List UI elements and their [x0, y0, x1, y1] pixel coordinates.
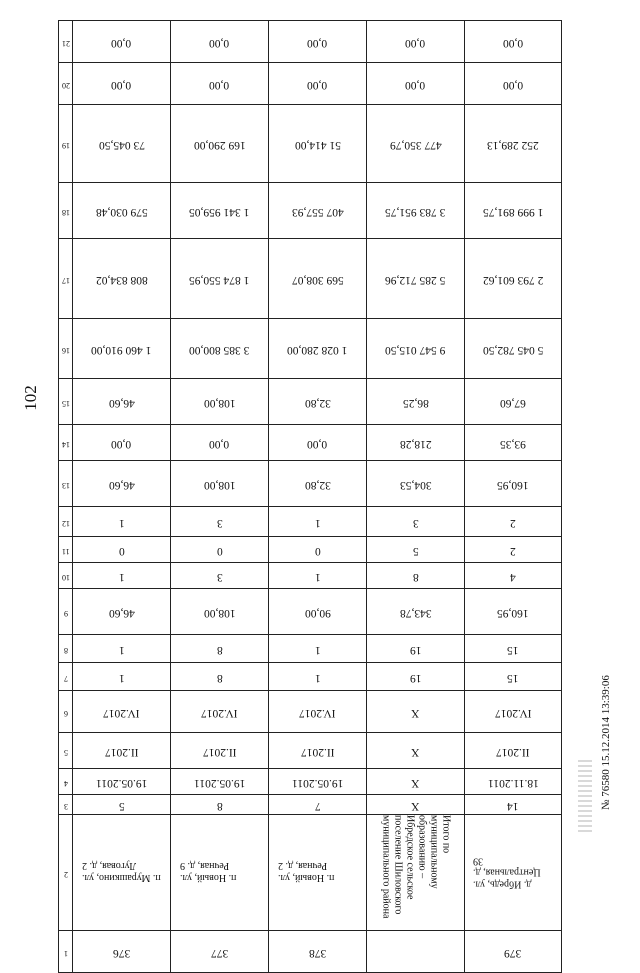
- cell-value: 5 285 712,96: [385, 273, 446, 286]
- table-cell: [269, 589, 367, 635]
- table-cell: [465, 507, 562, 537]
- table-cell: [367, 105, 465, 183]
- table-row: [59, 21, 562, 63]
- table-cell: [465, 319, 562, 379]
- cell-value: 343,78: [399, 606, 432, 619]
- column-number: 14: [61, 439, 70, 449]
- column-number-cell: [59, 507, 73, 537]
- page-number: 102: [21, 385, 40, 411]
- cell-value: 8: [412, 570, 419, 583]
- table-cell: [465, 815, 562, 931]
- cell-value: 1: [314, 671, 321, 684]
- column-number: 10: [61, 572, 70, 582]
- table-cell: [73, 635, 171, 663]
- column-number-cell: [59, 63, 73, 105]
- cell-value: 5 045 782,50: [482, 343, 544, 356]
- table-row: [59, 183, 562, 239]
- table-cell: [73, 691, 171, 733]
- table-cell: [269, 63, 367, 105]
- column-number-cell: [59, 563, 73, 589]
- table-cell: [269, 635, 367, 663]
- cell-value: 0,00: [111, 36, 132, 49]
- cell-value: 93,35: [500, 437, 526, 450]
- table-row: [59, 795, 562, 815]
- table-cell: [269, 563, 367, 589]
- table-cell: [73, 105, 171, 183]
- column-number: 16: [61, 345, 70, 355]
- table-cell: [367, 461, 465, 507]
- cell-value: 407 557,93: [291, 205, 344, 218]
- table-cell: [269, 21, 367, 63]
- table-cell: [367, 635, 465, 663]
- cell-value: X: [411, 706, 420, 719]
- table-cell: [73, 537, 171, 563]
- table-cell: [171, 63, 269, 105]
- municipality-total-label: Итого по муниципальному образованию – Ибредское сельское поселение Шиловского муниципального района: [380, 815, 452, 919]
- cell-value: 160,95: [497, 478, 529, 491]
- cell-value: 808 834,02: [95, 273, 148, 286]
- cell-value: 0,00: [209, 78, 230, 91]
- cell-value: 5: [118, 799, 125, 812]
- cell-value: 3 783 951,75: [385, 205, 446, 218]
- table-cell: [269, 795, 367, 815]
- table-cell: [465, 563, 562, 589]
- cell-value: 1 999 891,75: [482, 205, 544, 218]
- cell-value: 0,00: [307, 36, 328, 49]
- cell-value: X: [411, 776, 420, 789]
- cell-value: 46,60: [108, 478, 135, 491]
- row-id: 376: [112, 946, 131, 959]
- table-cell: [171, 815, 269, 931]
- cell-value: 252 289,13: [487, 138, 539, 151]
- cell-value: 19.05.2011: [193, 776, 246, 789]
- table-row: [59, 461, 562, 507]
- table-cell: [269, 319, 367, 379]
- table-cell: [465, 537, 562, 563]
- cell-value: 0,00: [209, 36, 230, 49]
- cell-value: 3: [216, 516, 223, 529]
- table-cell: [171, 795, 269, 815]
- table-cell: [73, 507, 171, 537]
- cell-value: 19: [409, 671, 422, 684]
- cell-value: 19.05.2011: [95, 776, 148, 789]
- column-number: 19: [61, 140, 70, 150]
- cell-value: 86,25: [402, 396, 429, 409]
- table-cell: [367, 589, 465, 635]
- address-label: д. Ибредь, ул. Центральная, д. 39: [473, 855, 541, 889]
- cell-value: 169 290,00: [193, 138, 246, 151]
- housing-table: [58, 20, 561, 959]
- cell-value: 1: [118, 570, 125, 583]
- scan-smudge: [578, 760, 592, 832]
- table-cell: [367, 183, 465, 239]
- column-number: 18: [61, 207, 70, 217]
- table-cell: [73, 663, 171, 691]
- table-cell: [465, 183, 562, 239]
- column-number: 5: [63, 747, 68, 757]
- cell-value: X: [411, 745, 420, 758]
- column-number: 11: [61, 546, 70, 556]
- column-number-cell: [59, 635, 73, 663]
- table-cell: [269, 769, 367, 795]
- table-cell: [465, 733, 562, 769]
- cell-value: 218,28: [399, 437, 432, 450]
- row-id: 377: [210, 946, 229, 959]
- table-row: [59, 425, 562, 461]
- table-cell: [269, 815, 367, 931]
- table-cell: [171, 319, 269, 379]
- column-number-cell: [59, 537, 73, 563]
- table-row: [59, 105, 562, 183]
- table-cell: [465, 425, 562, 461]
- cell-value: 108,00: [203, 606, 236, 619]
- table-cell: [73, 815, 171, 931]
- column-number: 1: [63, 948, 68, 958]
- table-cell: [73, 795, 171, 815]
- cell-value: 67,60: [500, 396, 526, 409]
- column-number-cell: [59, 21, 73, 63]
- column-number-cell: [59, 105, 73, 183]
- cell-value: 1: [118, 643, 125, 656]
- cell-value: 9 547 015,50: [385, 343, 446, 356]
- table-cell: [73, 63, 171, 105]
- cell-value: 1 341 959,05: [189, 205, 250, 218]
- table-cell: [73, 461, 171, 507]
- table-cell: [367, 21, 465, 63]
- table-row: [59, 589, 562, 635]
- table-cell: [171, 691, 269, 733]
- table-cell: [367, 379, 465, 425]
- cell-value: 15: [507, 643, 519, 656]
- table-cell: [367, 769, 465, 795]
- cell-value: 579 030,48: [95, 205, 148, 218]
- cell-value: 19.05.2011: [291, 776, 344, 789]
- column-number: 9: [63, 608, 68, 618]
- cell-value: 0,00: [502, 36, 524, 49]
- cell-value: 73 045,50: [98, 138, 145, 151]
- cell-value: II.2017: [104, 745, 139, 758]
- cell-value: X: [411, 799, 420, 812]
- cell-value: 1 460 910,00: [91, 343, 152, 356]
- cell-value: 1: [314, 570, 321, 583]
- cell-value: 304,53: [399, 478, 432, 491]
- cell-value: IV.2017: [201, 706, 238, 719]
- cell-value: 0: [216, 544, 223, 557]
- table-cell: [367, 691, 465, 733]
- column-number-cell: [59, 815, 73, 931]
- table-row: [59, 319, 562, 379]
- table-row: [59, 63, 562, 105]
- column-number-cell: [59, 461, 73, 507]
- table-cell: [269, 691, 367, 733]
- cell-value: 0,00: [502, 78, 524, 91]
- column-number: 8: [63, 645, 68, 655]
- table-row: [59, 663, 562, 691]
- table-cell: [269, 379, 367, 425]
- cell-value: 1: [118, 516, 125, 529]
- table-cell: [465, 379, 562, 425]
- cell-value: IV.2017: [494, 706, 532, 719]
- table-cell: [465, 691, 562, 733]
- table-cell: [171, 507, 269, 537]
- column-number: 15: [61, 398, 70, 408]
- cell-value: 0,00: [405, 78, 426, 91]
- column-number-cell: [59, 733, 73, 769]
- column-number: 2: [63, 869, 68, 879]
- table-cell: [367, 425, 465, 461]
- cell-value: 3 385 800,00: [189, 343, 250, 356]
- table-cell: [171, 183, 269, 239]
- table-cell: [171, 733, 269, 769]
- cell-value: 19: [409, 643, 422, 656]
- table-cell: [73, 769, 171, 795]
- cell-value: 108,00: [203, 478, 236, 491]
- column-number-cell: [59, 931, 73, 973]
- column-number-cell: [59, 663, 73, 691]
- column-number: 3: [63, 801, 68, 811]
- table-cell: [367, 795, 465, 815]
- table-cell: [269, 183, 367, 239]
- table-cell: [269, 239, 367, 319]
- table-cell: [73, 425, 171, 461]
- table-cell: [367, 319, 465, 379]
- cell-value: 160,95: [497, 606, 529, 619]
- column-number: 17: [61, 275, 70, 285]
- cell-value: 1 874 550,95: [189, 273, 250, 286]
- table-cell: [367, 931, 465, 973]
- table-cell: [171, 635, 269, 663]
- cell-value: 8: [216, 671, 223, 684]
- cell-value: 1 028 280,00: [287, 343, 348, 356]
- table-cell: [73, 21, 171, 63]
- table-cell: [465, 769, 562, 795]
- column-number-cell: [59, 769, 73, 795]
- cell-value: 8: [216, 799, 223, 812]
- table-cell: [73, 183, 171, 239]
- table-cell: [73, 563, 171, 589]
- cell-value: 0,00: [209, 437, 230, 450]
- row-id: 379: [504, 946, 522, 959]
- table-cell: [269, 663, 367, 691]
- column-number: 7: [63, 673, 68, 683]
- table-cell: [367, 239, 465, 319]
- stamp-text: № 76580 15.12.2014 13:39:06: [600, 675, 612, 810]
- table-row: [59, 635, 562, 663]
- table-cell: [465, 589, 562, 635]
- table-cell: [73, 733, 171, 769]
- table-cell: [465, 21, 562, 63]
- cell-value: 46,60: [108, 396, 135, 409]
- table-cell: [171, 589, 269, 635]
- table-cell: [269, 461, 367, 507]
- table-cell: [465, 239, 562, 319]
- table-cell: [367, 537, 465, 563]
- table-row: [59, 507, 562, 537]
- cell-value: IV.2017: [103, 706, 140, 719]
- cell-value: II.2017: [300, 745, 335, 758]
- table-cell: [73, 319, 171, 379]
- cell-value: 2: [510, 516, 516, 529]
- cell-value: 0,00: [111, 78, 132, 91]
- cell-value: 0: [314, 544, 321, 557]
- table-cell: [367, 663, 465, 691]
- column-number: 13: [61, 480, 70, 490]
- cell-value: 90,00: [304, 606, 331, 619]
- table-row: [59, 815, 562, 931]
- table-row: [59, 931, 562, 973]
- table-cell: [465, 63, 562, 105]
- cell-value: 569 308,07: [291, 273, 344, 286]
- cell-value: 8: [216, 643, 223, 656]
- cell-value: 2: [510, 544, 516, 557]
- cell-value: 0,00: [307, 437, 328, 450]
- cell-value: 3: [216, 570, 223, 583]
- table-cell: [269, 733, 367, 769]
- cell-value: 32,80: [304, 478, 331, 491]
- cell-value: 18.11.2011: [487, 776, 539, 789]
- table-cell: [465, 105, 562, 183]
- table-cell: [269, 425, 367, 461]
- table-row: [59, 733, 562, 769]
- address-label: п. Новый, ул. Речная, д. 2: [277, 860, 334, 884]
- column-number: 21: [61, 38, 70, 48]
- table-cell: [73, 239, 171, 319]
- cell-value: 4: [510, 570, 516, 583]
- table-row: [59, 563, 562, 589]
- column-number-cell: [59, 795, 73, 815]
- cell-value: 0,00: [307, 78, 328, 91]
- column-number: 20: [61, 80, 70, 90]
- cell-value: 0: [118, 544, 125, 557]
- table-cell: [367, 63, 465, 105]
- table-cell: [269, 507, 367, 537]
- table-cell: [465, 663, 562, 691]
- column-number-cell: [59, 379, 73, 425]
- table-cell: [367, 507, 465, 537]
- table-cell: [171, 663, 269, 691]
- table-cell: [171, 21, 269, 63]
- table-cell: [465, 795, 562, 815]
- cell-value: 32,80: [304, 396, 331, 409]
- table-cell: [269, 105, 367, 183]
- table-cell: [465, 931, 562, 973]
- table-cell: [269, 931, 367, 973]
- column-number-cell: [59, 691, 73, 733]
- cell-value: 14: [507, 799, 519, 812]
- table-cell: [171, 931, 269, 973]
- table-row: [59, 769, 562, 795]
- column-number-cell: [59, 183, 73, 239]
- column-number-cell: [59, 589, 73, 635]
- cell-value: 1: [314, 643, 321, 656]
- registration-stamp: [600, 620, 618, 810]
- table-cell: [465, 461, 562, 507]
- cell-value: 0,00: [111, 437, 132, 450]
- cell-value: II.2017: [202, 745, 237, 758]
- cell-value: 2 793 601,62: [482, 273, 544, 286]
- table-cell: [73, 589, 171, 635]
- cell-value: IV.2017: [299, 706, 336, 719]
- table-row: [59, 691, 562, 733]
- table-cell: [367, 815, 465, 931]
- cell-value: 51 414,00: [294, 138, 341, 151]
- row-id: 378: [308, 946, 327, 959]
- table-row: [59, 379, 562, 425]
- table-cell: [171, 379, 269, 425]
- cell-value: 108,00: [203, 396, 236, 409]
- table-cell: [171, 461, 269, 507]
- cell-value: 477 350,79: [389, 138, 442, 151]
- cell-value: 46,60: [108, 606, 135, 619]
- column-number: 6: [63, 708, 68, 718]
- cell-value: 15: [507, 671, 519, 684]
- table-row: [59, 537, 562, 563]
- table-row: [59, 239, 562, 319]
- cell-value: 5: [412, 544, 419, 557]
- table-cell: [367, 563, 465, 589]
- address-label: п. Мурашкино, ул. Луговая, д. 2: [81, 860, 161, 884]
- table-cell: [171, 239, 269, 319]
- cell-value: 1: [118, 671, 125, 684]
- cell-value: 0,00: [405, 36, 426, 49]
- table-cell: [171, 563, 269, 589]
- address-label: п. Новый, ул. Речная, д. 9: [179, 860, 236, 884]
- column-number-cell: [59, 319, 73, 379]
- table-cell: [171, 425, 269, 461]
- table-cell: [465, 635, 562, 663]
- cell-value: 3: [412, 516, 419, 529]
- column-number-cell: [59, 239, 73, 319]
- cell-value: 1: [314, 516, 321, 529]
- table-cell: [171, 769, 269, 795]
- column-number: 12: [61, 518, 70, 528]
- cell-value: II.2017: [496, 745, 530, 758]
- table-cell: [269, 537, 367, 563]
- table-cell: [367, 733, 465, 769]
- column-number: 4: [63, 778, 68, 788]
- table-cell: [73, 379, 171, 425]
- cell-value: 7: [314, 799, 321, 812]
- column-number-cell: [59, 425, 73, 461]
- table-cell: [171, 537, 269, 563]
- table-cell: [73, 931, 171, 973]
- table-cell: [171, 105, 269, 183]
